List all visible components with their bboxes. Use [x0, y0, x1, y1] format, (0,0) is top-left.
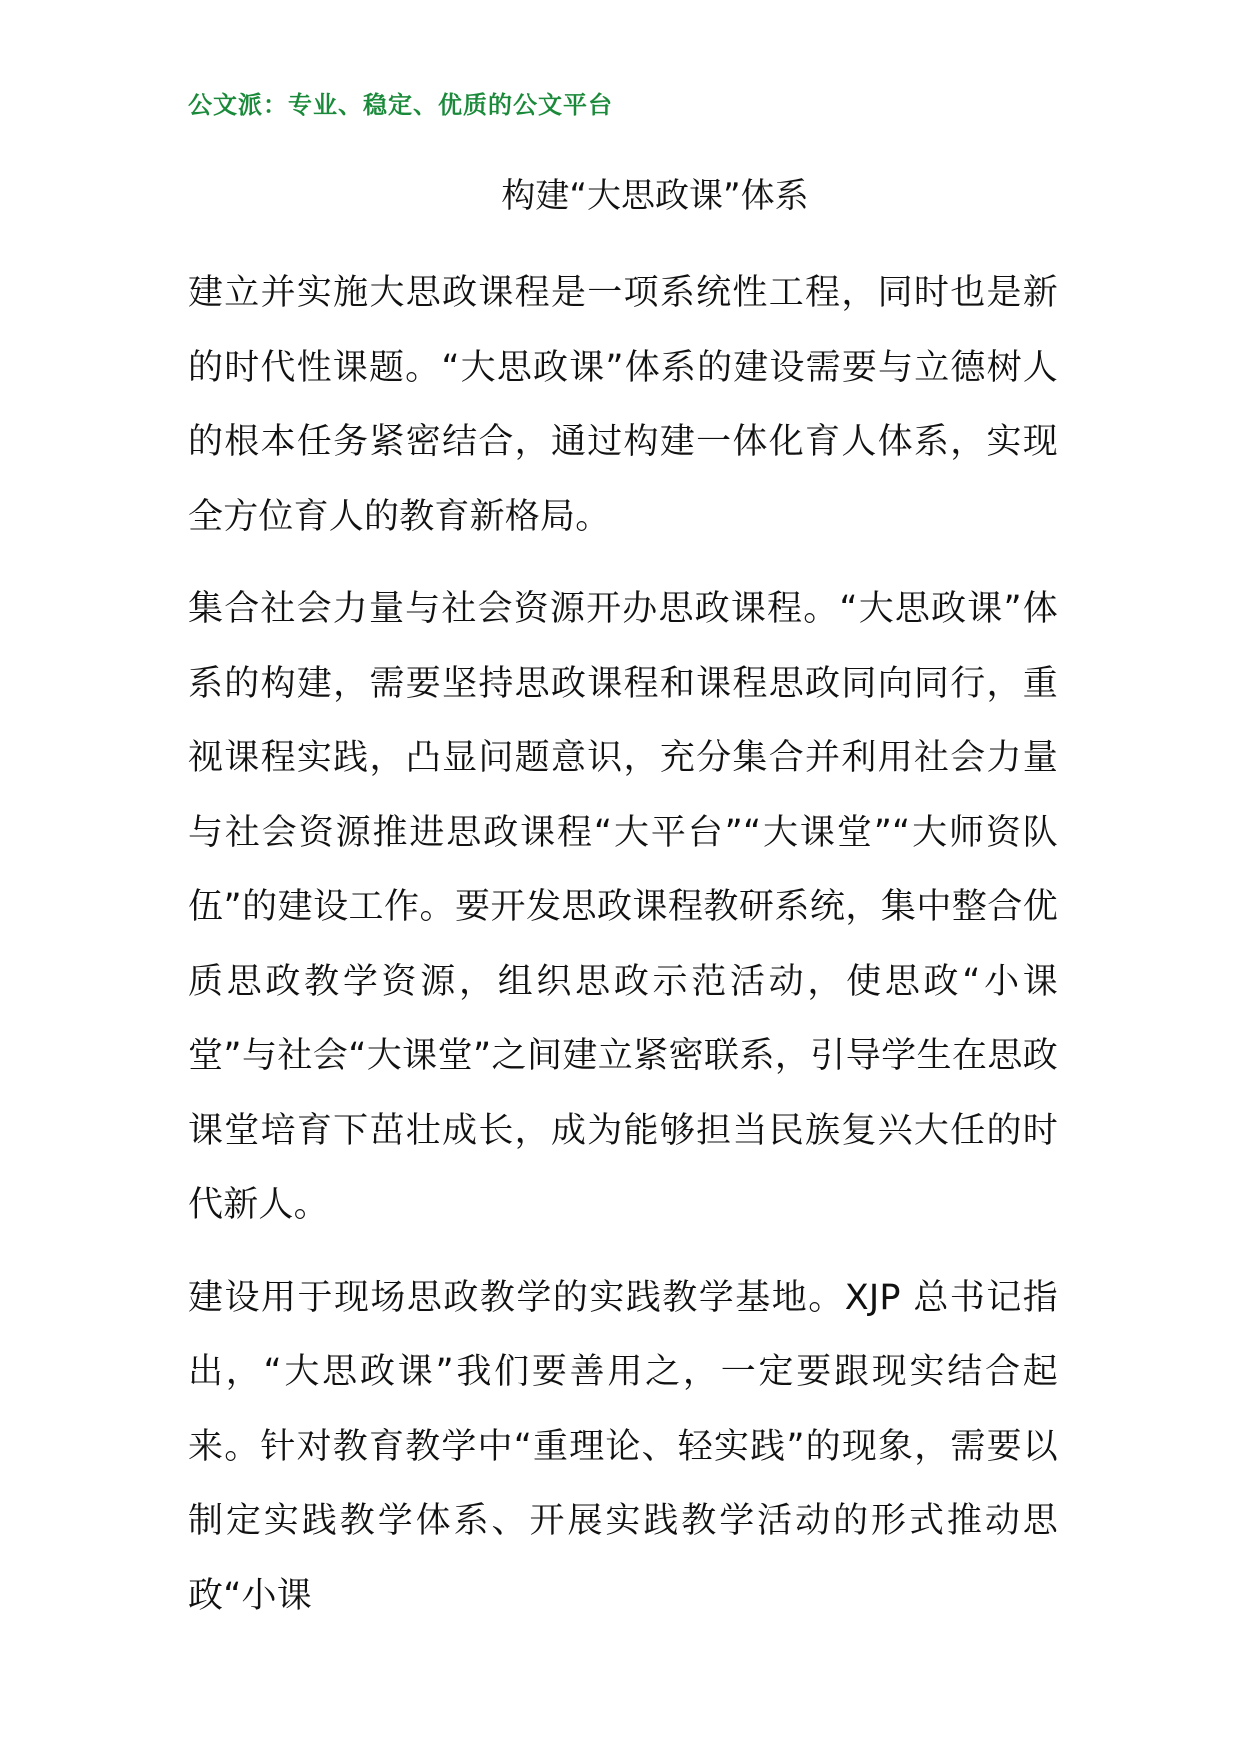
document-body — [188, 256, 1058, 1651]
paragraph-2: 集合社会力量与社会资源开办思政课程。“大思政课”体系的构建，需要坚持思政课程和课程思政同向同行，重视课程实践，凸显问题意识，充分集合并利用社会力量与社会资源推进思政课程“大平台”“大课堂”“大师资队伍”的建设工作。要开发思政课程教研系统，集中整合优质思政教学资源，组织思政示范活动，使思政“小课堂”与社会“大课堂”之间建立紧密联系，引导学生在思政课堂培育下茁壮成长，成为能够担当民族复兴大任的时代新人。 — [188, 589, 1058, 1225]
document-title: 构建“大思政课”体系 — [501, 176, 809, 216]
brand-header: 公文派：专业、稳定、优质的公文平台 — [188, 91, 613, 119]
paragraph-1: 建立并实施大思政课程是一项系统性工程，同时也是新的时代性课题。“大思政课”体系的建设需要与立德树人的根本任务紧密结合，通过构建一体化育人体系，实现全方位育人的教育新格局。 — [188, 273, 1058, 537]
paragraph-3: 建设用于现场思政教学的实践教学基地。XJP 总书记指出，“大思政课”我们要善用之，一定要跟现实结合起来。针对教育教学中“重理论、轻实践”的现象，需要以制定实践教学体系、开展实践教学活动的形式推动思政“小课 — [188, 1277, 1058, 1616]
